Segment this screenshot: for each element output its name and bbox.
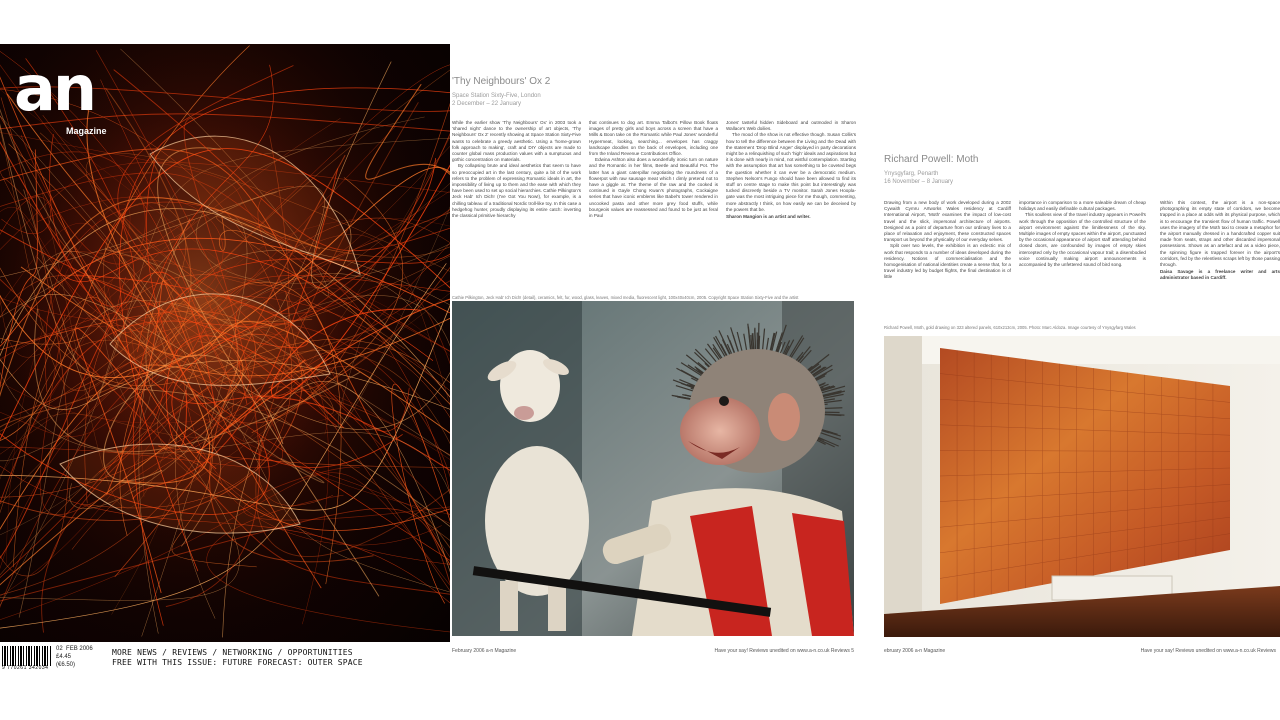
- body-column-3: Jones' tasteful hidden Sideboard and outmoded in Sharon Wallace's Web doilies. The mood of the show is not effective though. Susan Collis's how to tell the difference between the Living and the Dead with the statement 'Drop Blind Anger' displayed in party decorations might be a relinquishing of such 'high' ideals and aspirations but it is done with nearly in mind, not wistful contemplation. Starting with the assumption that art has something to be coveted begs the question whether it can ever be a democratic medium. Stephen Nelson's Fungo should have been allowed to find its stuff on centre stage to make this point but interestingly was tucked discreetly beside a TV monitor. Sarah Jones Hoopla-gate was the most intriguing piece for me though, commenting, more abstractly I think, on how easily we can be deceived by the powers that be. Sharon Mangion is an artist and writer.: [726, 120, 856, 220]
- price-eur: (€6.50): [56, 662, 76, 668]
- magazine-logo: [14, 52, 110, 170]
- cover-footer: [0, 642, 450, 672]
- body-column-2: importance in comparison to a more saleable dream of cheap holidays and easily definable cultural packages. This soulless view of the travel industry appears in Powell's work through the opposition of the controlled structure of the airport environment against the limitlessness of the sky. Multiple images of empty spaces within the airport, punctuated by the occasional appearance of airport staff attending behind closed doors, are confounded by images of empty skies intercepted only by the occasional vapour trail; a disembodied voice continually making airport announcements is accompanied by the unfettered sound of bird song.: [1018, 200, 1146, 268]
- article-title: 'Thy Neighbours' Ox 2: [452, 76, 551, 87]
- issue-number: 02: [56, 646, 63, 652]
- article-title: Richard Powell: Moth: [884, 154, 979, 165]
- article-body: [452, 120, 856, 296]
- page-footer-right: Have your say! Reviews unedited on www.a-n.co.uk Reviews: [1140, 648, 1276, 654]
- article-venue: Ynysgyfarg, Penarth: [884, 171, 939, 177]
- article-dates: 16 November – 8 January: [884, 179, 954, 185]
- review-page-2: [884, 44, 1280, 672]
- body-column-2: that continues to dog art. Emma Talbot's Pillow Book floats images of pretty girls and boys across a screen that have a Mills & Boon take on the Romantic while Paul Jones' wonderful Hypermeat, looking, searching... envelopes has craggy landscape doodles on the back of envelopes, including one from the Inland Revenue Contributions Office. Edwina Ashton also does a wonderfully ironic turn on nature and the Romantic in her films, Beetle and Beautiful Pot. The latter has a giant caterpillar negotiating the roundness of a flowerpot with raw sausage meat which I dimly pretend not to have a giggle at. The theme of the raw and the cooked is continued in Gayle Chong Kwan's photographs, Cockaigne series that have iconic emblems like Babel's tower rendered in uncooked pasta and other more grey food stuffs, while bourgeois values are reassessed and found to be just as feral in Paul: [589, 120, 718, 219]
- promo-line-2: FREE WITH THIS ISSUE: FUTURE FORECAST: OUTER SPACE: [112, 658, 363, 667]
- logo-subtitle: Magazine: [66, 126, 107, 136]
- issue-price-block: [56, 645, 93, 669]
- body-column-1: While the earlier show 'Thy Neighbours' Ox' in 2003 took a 'shared night' dance to the ownership of art objects, 'Thy Neighbours' Ox 2' recently showing at Space Station Sixty-Five wants to celebrate a greedy aesthetic. Using a 'home-grown folk approach to making', craft and DIY objects are made to counter global mass production values with a sumptuous and gothic concentration on materials. By collapsing brute and ideal aesthetics that seem to have so preoccupied art in the last century, quite a bit of the work refers to the problem of expressing Romantic ideals in art, the impossibility of living up to them and the ease with which they have been used to set up social hierarchies. Cathie Pilkington's Jeck Hab' Ich Dich! (I've Got You Now!), for example, is a chilling tableau of a traditional Nordic troll-like toy. In this case a hedgehog hunter, proudly displaying its entire catch: inverting the classical primitive hierarchy: [452, 120, 581, 219]
- price-gbp: £4.45: [56, 654, 72, 660]
- barcode-number: 9 770261 342034: [2, 665, 49, 671]
- article-body: [884, 200, 1280, 318]
- article-dates: 2 December – 22 January: [452, 101, 522, 107]
- page-footer-left: February 2006 a-n Magazine: [452, 648, 517, 654]
- review-page-1: [452, 44, 856, 672]
- article-meta: [452, 92, 541, 108]
- magazine-cover: [0, 44, 450, 642]
- promo-line-1: MORE NEWS / REVIEWS / NETWORKING / OPPORTUNITIES: [112, 648, 353, 657]
- issue-date: FEB 2006: [66, 646, 93, 652]
- hedgehog-tableau-photo: [452, 301, 854, 636]
- photo-caption: Cathie Pilkington, Jeck Hab' Ich Dich! (detail), ceramics, felt, fur, wood, glass, leaves, mixed media, fluorescent light, 100x40x40cm, 2005. Copyright Space Station Sixty-Five and the artist: [452, 295, 799, 300]
- logo-wordmark: an: [14, 52, 94, 125]
- page-footer-left: ebruary 2006 a-n Magazine: [884, 648, 946, 654]
- article-meta: [884, 170, 953, 186]
- article-venue: Space Station Sixty-Five, London: [452, 93, 541, 99]
- photo-caption: Richard Powell, Moth, gold drawing on 323 altered panels, 610x213cm, 2005. Photo: Marc Aldoza. Image courtesy of Ynysgyfarg Wales: [884, 325, 1136, 330]
- author-byline: Daisa Savage is a freelance writer and arts administrator based in Cardiff.: [1159, 269, 1280, 281]
- moth-installation-photo: [884, 336, 1280, 637]
- barcode: [2, 646, 52, 666]
- body-column-1: Drawing from a new body of work developed during a 2002 Cywaith Cymru Artworks Wales residency at Cardiff International Airport, 'Moth' examines the impact of low-cost travel and the slick, impersonal architecture of airports. Designed as a point of departure from our ordinary lives to a place of relaxation and enjoyment, these constructed spaces transport us beyond the physicality of our everyday selves. Split over two levels, the exhibition is an eclectic mix of work that responds to a number of ideas developed during the residency. Notions of commercialisation and the homogenisation of national identities create a sense that, for a travel industry led by budget flights, the final destination is of little: [884, 200, 1011, 280]
- page-footer-right: Have your say! Reviews unedited on www.a-n.co.uk Reviews 5: [714, 648, 854, 654]
- author-byline: Sharon Mangion is an artist and writer.: [726, 214, 811, 220]
- body-column-3: Within this context, the airport is a non-space photographing its empty state of corridors, we become trapped in a place at odds with its physical purpose, which is to encourage the transient flow of human traffic. Powell uses the imagery of the Moth taxi to create a metaphor for the airport manually dressed in a handcrafted copper suit made from seats, straps and other discarded impersonal possessions. Shown as an artefact and as a video piece, the spinning figure is trapped forever in the airport's corridors, fed by the relentless scraps left by those passing through. Daisa Savage is a freelance writer and arts administrator based in Cardiff.: [1159, 200, 1280, 281]
- cover-promo: [112, 648, 363, 668]
